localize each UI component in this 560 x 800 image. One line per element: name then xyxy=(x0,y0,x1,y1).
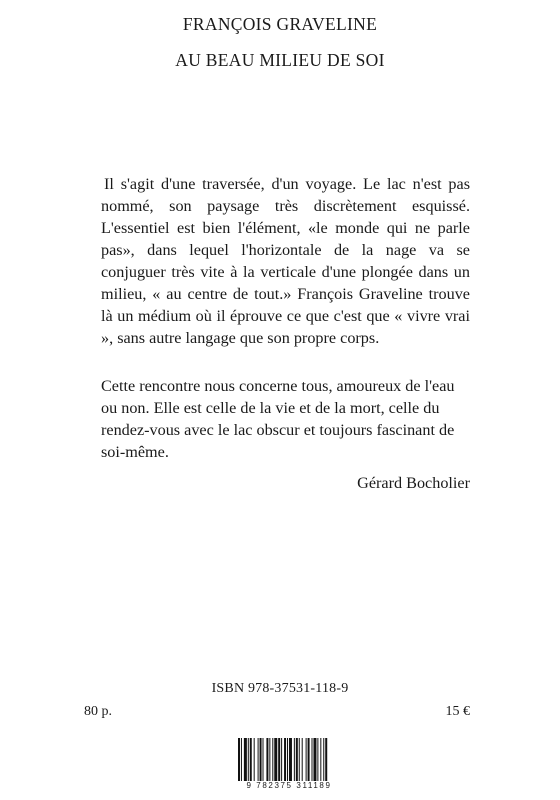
book-title: AU BEAU MILIEU DE SOI xyxy=(175,50,385,70)
barcode-bar xyxy=(308,738,310,781)
barcode-bar xyxy=(294,738,295,781)
barcode-bar xyxy=(250,738,252,781)
barcode-bar xyxy=(313,738,316,781)
barcode-bar xyxy=(299,738,300,781)
blurb-paragraph-2: Cette rencontre nous concerne tous, amoureux de l'eau ou non. Elle est celle de la vie et de la mort, celle du rendez-vous avec le lac obscur et toujours fascinant de soi-même. xyxy=(101,377,455,461)
barcode-bar xyxy=(260,738,262,781)
author-name: FRANÇOIS GRAVELINE xyxy=(182,14,378,34)
barcode-bar xyxy=(274,738,277,781)
barcode-bar xyxy=(248,738,249,781)
barcode-bar xyxy=(317,738,318,781)
barcode-bar xyxy=(278,738,280,781)
barcode-bar xyxy=(266,738,268,781)
barcode-bar xyxy=(254,738,255,781)
barcode-bar xyxy=(272,738,273,781)
isbn-label: ISBN 978-37531-118-9 xyxy=(211,681,349,696)
page-count: 80 p. xyxy=(84,704,112,719)
barcode-bar xyxy=(296,738,298,781)
barcode-bar xyxy=(289,738,292,781)
barcode-bar xyxy=(323,738,324,781)
price-label: 15 € xyxy=(445,704,470,719)
signature: Gérard Bocholier xyxy=(357,474,470,492)
barcode-bar xyxy=(312,738,313,781)
barcode-bar xyxy=(306,738,307,781)
barcode-digits: 9 782375 311189 xyxy=(234,781,344,790)
barcode-bar xyxy=(287,738,288,781)
barcode-bar xyxy=(258,738,259,781)
barcode-bar xyxy=(244,738,247,781)
barcode-bar xyxy=(263,738,264,781)
barcode-bar xyxy=(269,738,270,781)
barcode-bar xyxy=(281,738,282,781)
barcode-bar xyxy=(320,738,321,781)
barcode-bar xyxy=(302,738,303,781)
blurb-paragraph-1: Il s'agit d'une traversée, d'un voyage. Le lac n'est pas nommé, son paysage très discrètement esquissé. L'essentiel est bien l'élément, «le monde qui ne parle pas», dans lequel l'horizontale de la nage va se conjuguer très vite à la verticale d'une plongée dans un milieu, « au centre de tout.» François Graveline trouve là un médium où il éprouve ce que c'est que « vivre vrai », sans autre langage que son propre corps. xyxy=(101,175,470,347)
